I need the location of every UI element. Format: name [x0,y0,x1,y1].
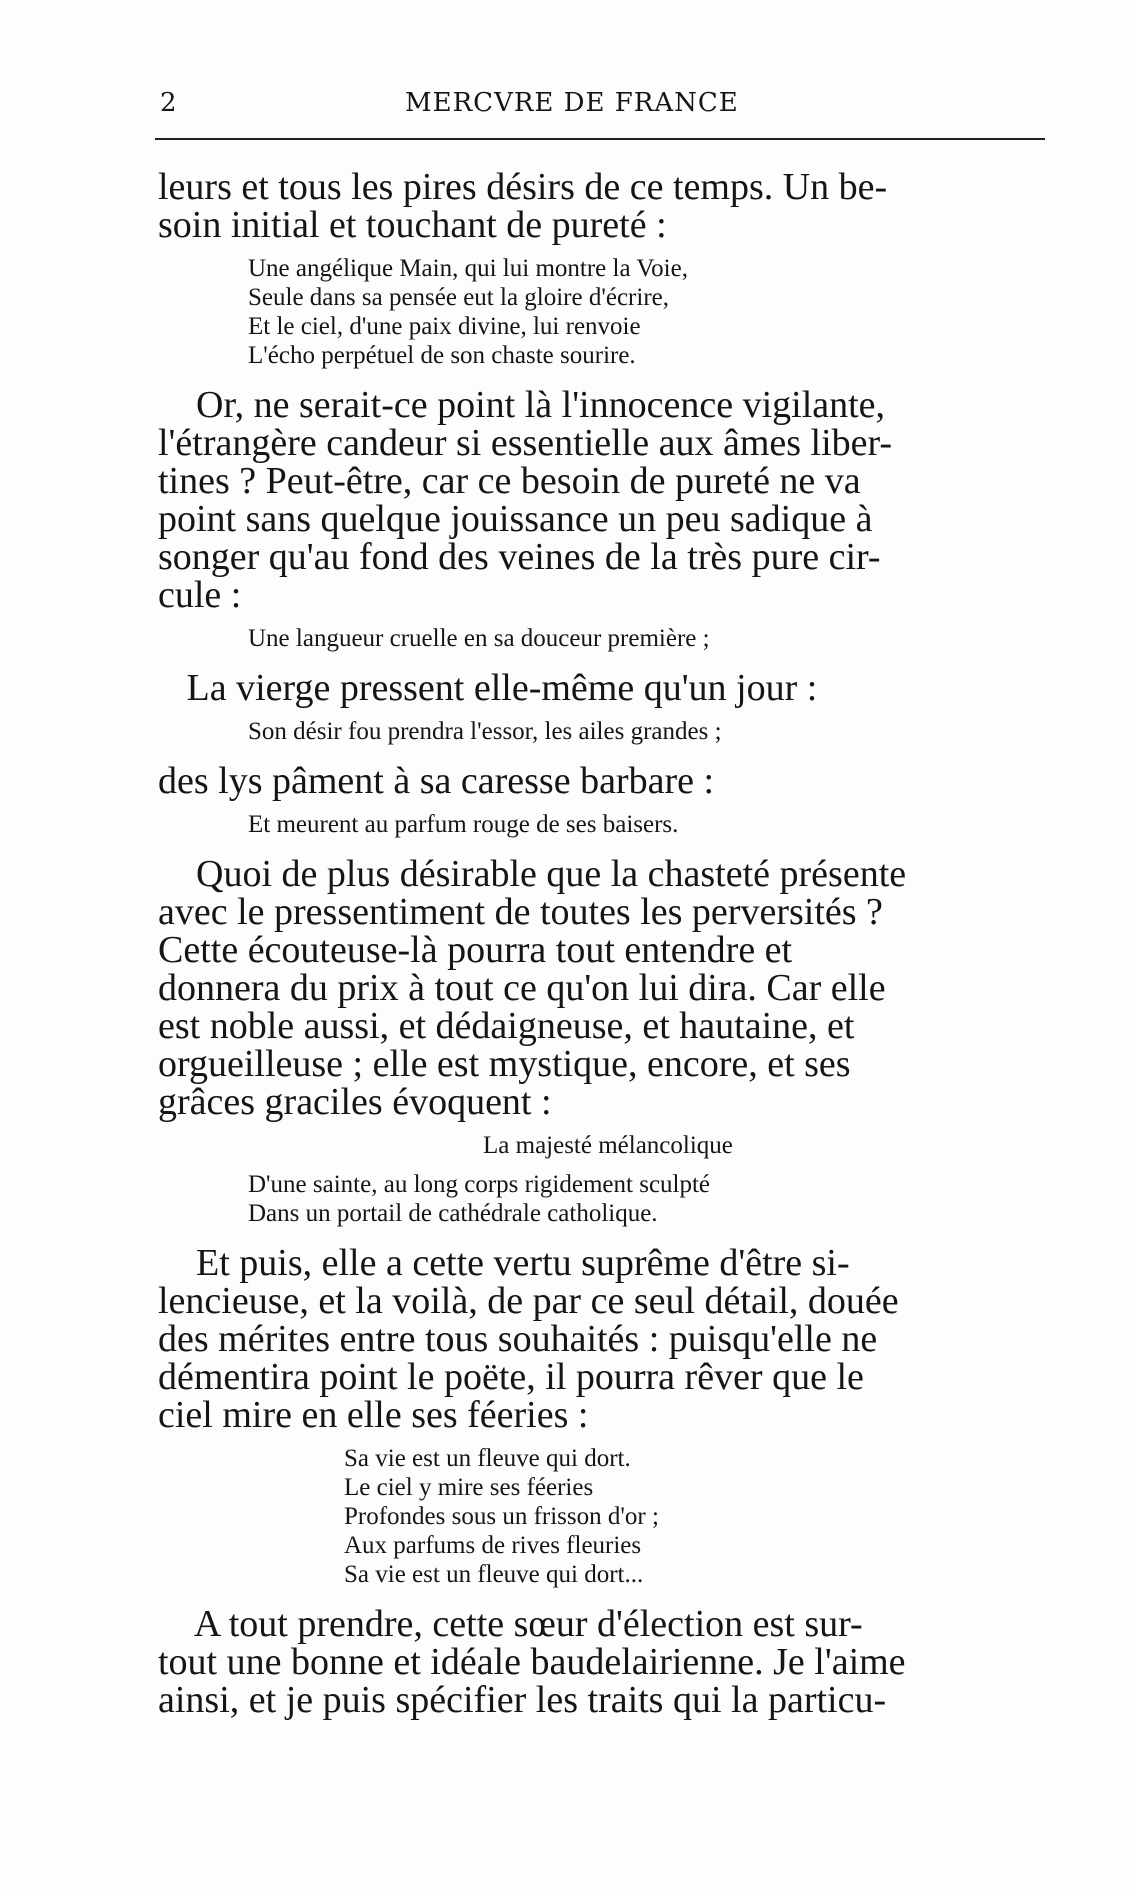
text-line: tout une bonne et idéale baudelairienne. Je l'aime [158,1641,906,1683]
verse-line: Son désir fou prendra l'essor, les ailes grandes ; [248,718,722,745]
verse-line: La majesté mélancolique [483,1132,733,1159]
text-line: des lys pâment à sa caresse barbare : [158,760,715,802]
text-line: donnera du prix à tout ce qu'on lui dira. Car elle [158,967,886,1009]
verse-line: Et meurent au parfum rouge de ses baisers. [248,811,679,838]
text-line: songer qu'au fond des veines de la très pure cir- [158,536,881,578]
prose-paragraph [158,1244,1058,1434]
block-gap [158,614,1058,624]
verse-quotation [158,254,1058,370]
text-line: tines ? Peut-être, car ce besoin de pureté ne va [158,460,861,502]
verse-quotation [158,717,1058,746]
text-line: est noble aussi, et dédaigneuse, et hautaine, et [158,1005,855,1047]
verse-line: Seule dans sa pensée eut la gloire d'écrire, [248,284,669,311]
text-line: démentira point le poëte, il pourra rêver que le [158,1356,864,1398]
prose-paragraph [158,168,1058,244]
verse-line: Dans un portail de cathédrale catholique. [248,1200,658,1227]
text-line: Et puis, elle a cette vertu suprême d'être si- [158,1242,850,1284]
text-line: point sans quelque jouissance un peu sadique à [158,498,873,540]
verse-line: Aux parfums de rives fleuries [344,1532,642,1559]
page-number: 2 [160,88,177,118]
text-line: ainsi, et je puis spécifier les traits qui la particu- [158,1679,887,1721]
prose-paragraph [158,386,1058,614]
verse-line: L'écho perpétuel de son chaste sourire. [248,342,636,369]
text-line: ciel mire en elle ses féeries : [158,1394,589,1436]
header-rule [155,138,1045,140]
prose-paragraph [158,1605,1058,1719]
text-line: leurs et tous les pires désirs de ce temps. Un be- [158,166,888,208]
verse-line: Sa vie est un fleuve qui dort. [344,1445,631,1472]
text-line: Or, ne serait-ce point là l'innocence vigilante, [158,384,886,426]
text-body [158,168,1058,1719]
prose-paragraph [158,855,1058,1121]
verse-line: D'une sainte, au long corps rigidement sculpté [248,1171,711,1198]
block-gap [158,1160,1058,1170]
verse-line: Profondes sous un frisson d'or ; [344,1503,659,1530]
verse-quotation [158,1131,1058,1160]
verse-line: Le ciel y mire ses féeries [344,1474,594,1501]
verse-line: Sa vie est un fleuve qui dort... [344,1561,644,1588]
prose-paragraph [158,669,1058,707]
verse-quotation [158,1170,1058,1228]
running-title: MERCVRE DE FRANCE [405,88,739,118]
text-line: Quoi de plus désirable que la chasteté présente [158,853,907,895]
verse-line: Une langueur cruelle en sa douceur première ; [248,625,710,652]
text-line: grâces graciles évoquent : [158,1081,552,1123]
verse-quotation [158,810,1058,839]
text-line: lencieuse, et la voilà, de par ce seul détail, douée [158,1280,899,1322]
verse-quotation [158,1444,1058,1589]
text-line: soin initial et touchant de pureté : [158,204,667,246]
text-line: Cette écouteuse-là pourra tout entendre et [158,929,793,971]
verse-line: Une angélique Main, qui lui montre la Voie, [248,255,688,282]
prose-paragraph [158,762,1058,800]
text-line: La vierge pressent elle-même qu'un jour : [158,667,818,709]
running-header [160,84,1040,124]
text-line: orgueilleuse ; elle est mystique, encore, et ses [158,1043,851,1085]
verse-line: Et le ciel, d'une paix divine, lui renvoie [248,313,641,340]
text-line: avec le pressentiment de toutes les perversités ? [158,891,883,933]
text-line: des mérites entre tous souhaités : puisqu'elle ne [158,1318,878,1360]
text-line: cule : [158,574,242,616]
text-line: A tout prendre, cette sœur d'élection est sur- [158,1603,863,1645]
text-line: l'étrangère candeur si essentielle aux âmes liber- [158,422,893,464]
verse-quotation [158,624,1058,653]
